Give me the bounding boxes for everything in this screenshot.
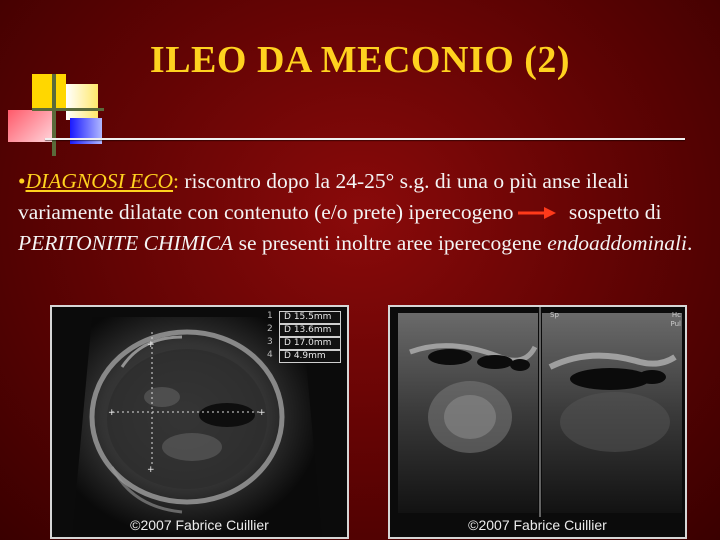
ultrasound-scan-right	[390, 307, 685, 537]
text-part-2: sospetto di	[563, 200, 662, 224]
copyright-right: ©2007 Fabrice Cuillier	[468, 517, 607, 533]
measurement-row: 2 D 13.6mm	[267, 324, 341, 337]
text-part-3: se presenti inoltre aree iperecogene	[233, 231, 548, 255]
measurement-table	[267, 311, 341, 363]
text-part-1: riscontro dopo la 24-25° s.g. di una o più anse ileali variamente dilatate con contenuto (e/o prete) iperecogeno	[18, 169, 629, 224]
tag-pul: Pul	[670, 320, 681, 328]
arrow-right-icon	[517, 206, 557, 220]
decorative-squares	[8, 74, 118, 164]
peritonite-chimica: PERITONITE CHIMICA	[18, 231, 234, 255]
measurement-row: 1 D 15.5mm	[267, 311, 341, 324]
measurement-row: 3 D 17.0mm	[267, 337, 341, 350]
copyright-left: ©2007 Fabrice Cuillier	[130, 517, 269, 533]
tag-sp: Sp	[550, 311, 559, 319]
diagnosis-label: DIAGNOSI ECO	[25, 169, 174, 193]
diagnosis-paragraph	[18, 166, 708, 259]
period: .	[686, 231, 693, 255]
ultrasound-image-right	[388, 305, 687, 539]
svg-text:+: +	[108, 408, 116, 418]
tag-hc: Hc	[671, 311, 681, 319]
page-title: ILEO DA MECONIO (2)	[149, 39, 571, 81]
svg-text:+: +	[147, 465, 155, 475]
measurement-row: 4 D 4.9mm	[267, 350, 341, 363]
diagnosis-colon: :	[173, 169, 180, 193]
endoaddominali: endoaddominali	[547, 231, 687, 255]
title-underline	[45, 138, 685, 140]
svg-text:+: +	[258, 408, 266, 418]
ultrasound-image-left	[50, 305, 349, 539]
bullet: •	[18, 169, 26, 193]
svg-text:+: +	[147, 340, 155, 350]
